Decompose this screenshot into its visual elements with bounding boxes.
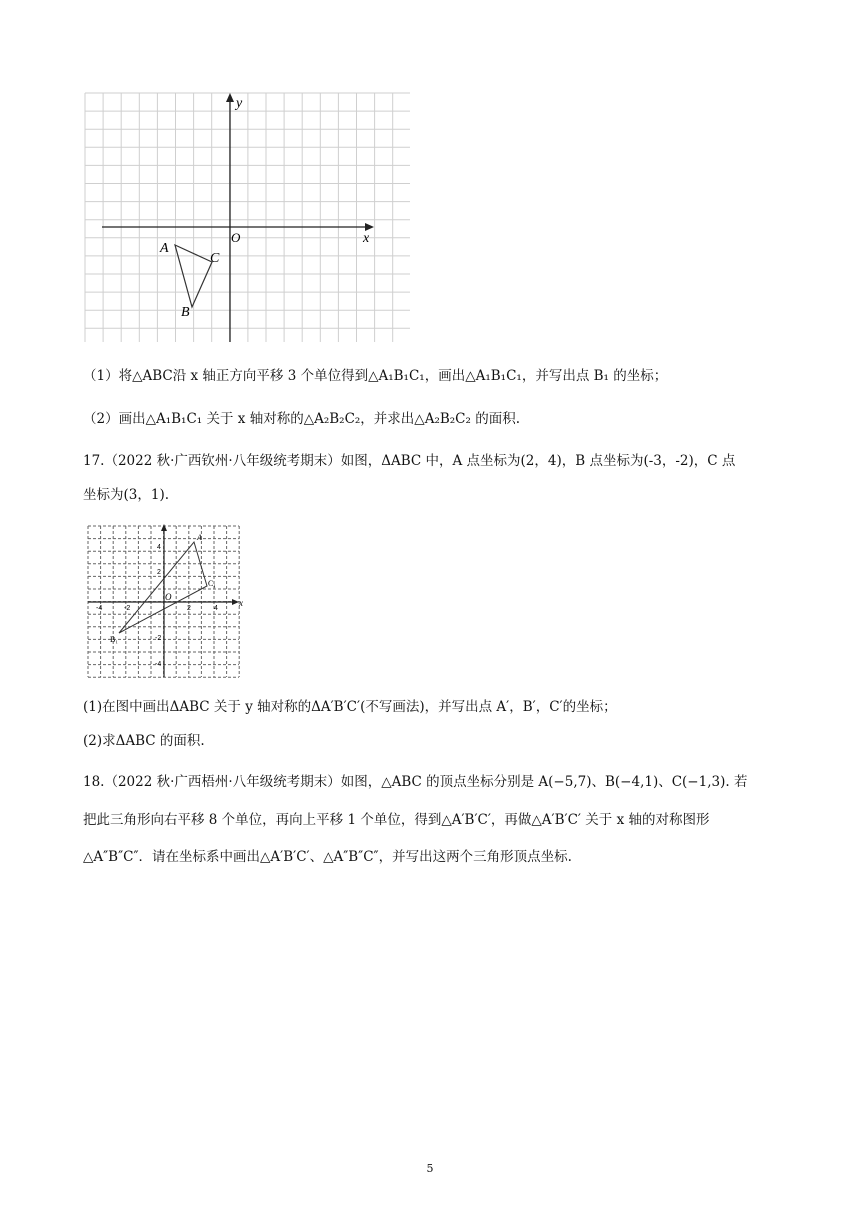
x-axis-label: x	[363, 231, 370, 246]
q17-y-axis-arrow	[161, 524, 167, 531]
q17-x-label: x	[239, 598, 243, 608]
q17-point-b-label: B₁	[110, 635, 119, 644]
origin-label: O	[231, 230, 241, 245]
q17-stem-line2: 坐标为(3，1).	[83, 487, 170, 503]
q17-tick-y-4: 4	[157, 544, 161, 551]
point-a-label: A	[160, 241, 169, 256]
q17-tick-x-2: 2	[187, 605, 191, 612]
q16-part2: （2）画出△A₁B₁C₁ 关于 x 轴对称的△A₂B₂C₂，并求出△A₂B₂C₂ 的面积.	[83, 411, 521, 427]
q17-part1: (1)在图中画出ΔABC 关于 y 轴对称的ΔA′B′C′(不写画法)，并写出点 A′，B′，C′的坐标；	[83, 699, 617, 715]
q18-line2: 把此三角形向右平移 8 个单位，再向上平移 1 个单位，得到△A′B′C′，再做△A′B′C′ 关于 x 轴的对称图形	[83, 812, 710, 828]
q17-tick-x-neg4: -4	[96, 605, 103, 612]
y-axis-label: y	[236, 96, 243, 111]
q17-stem-line1: 17.（2022 秋·广西钦州·八年级统考期末）如图，ΔABC 中，A 点坐标为(2，4)，B 点坐标为(-3，-2)，C 点	[83, 453, 736, 469]
q17-tick-y-2: 2	[157, 569, 161, 576]
q17-point-a-label: A	[197, 533, 202, 542]
x-axis-arrow	[365, 223, 374, 231]
q17-tick-y-neg4: -4	[155, 661, 162, 668]
figure-triangle-abc-grid	[84, 92, 414, 344]
y-axis-arrow	[226, 93, 234, 102]
q17-triangle	[119, 542, 207, 633]
q17-point-c-label: C₁	[208, 579, 217, 588]
q18-line1: 18.（2022 秋·广西梧州·八年级统考期末）如图，△ABC 的顶点坐标分别是 A(−5,7)、B(−4,1)、C(−1,3). 若	[83, 774, 748, 790]
figure-q17-grid	[86, 524, 246, 680]
q17-origin-label: O	[165, 592, 172, 602]
q17-tick-x-neg2: -2	[124, 605, 131, 612]
q17-tick-x-4: 4	[214, 605, 218, 612]
q17-part2: (2)求ΔABC 的面积.	[83, 733, 205, 749]
q17-x-axis-arrow	[232, 599, 239, 605]
q18-line3: △A″B″C″．请在坐标系中画出△A′B′C′、△A″B″C″，并写出这两个三角形顶点坐标.	[83, 849, 572, 865]
q17-tick-y-neg2: -2	[155, 635, 162, 642]
point-b-label: B	[181, 305, 190, 320]
point-c-label: C	[210, 251, 220, 266]
q16-part1: （1）将△ABC沿 x 轴正方向平移 3 个单位得到△A₁B₁C₁，画出△A₁B₁C₁，并写出点 B₁ 的坐标；	[83, 368, 668, 384]
page-number: 5	[426, 1162, 434, 1175]
